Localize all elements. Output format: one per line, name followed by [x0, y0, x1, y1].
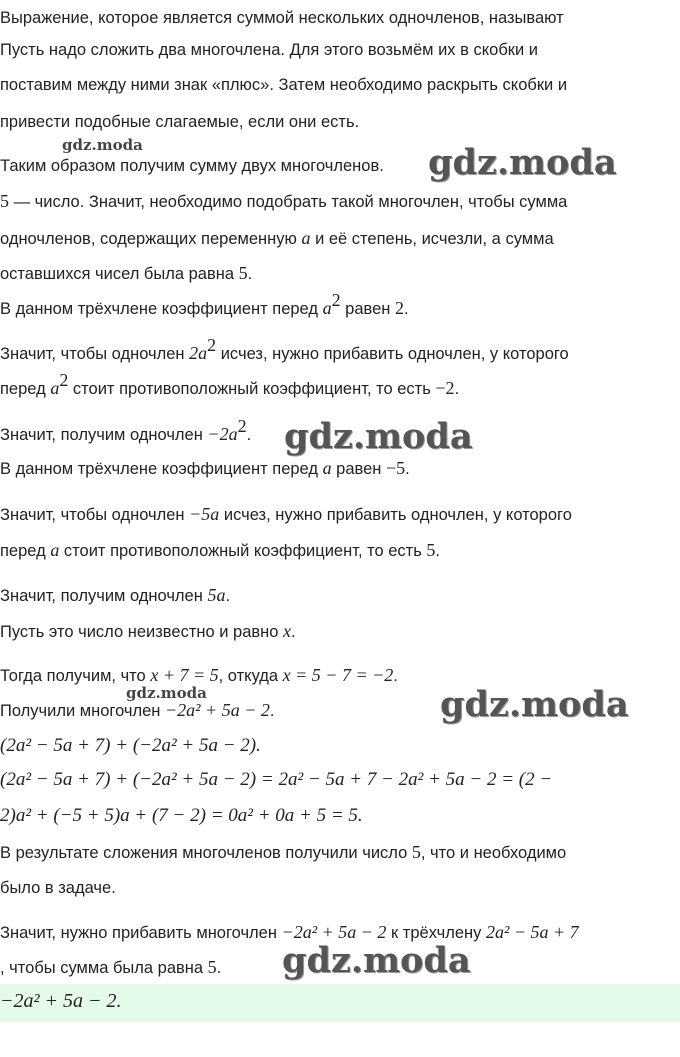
text-line	[0, 370, 460, 400]
text: равен	[340, 300, 395, 318]
watermark-logo: gdz.moda	[428, 142, 617, 183]
text: .	[269, 702, 275, 720]
text-line: Пусть надо сложить два многочлена. Для этого возьмём их в скобки и	[0, 41, 539, 59]
text: .	[403, 300, 409, 318]
text: Значит, чтобы одночлен	[0, 345, 190, 363]
text-line: Таким образом получим сумму двух многочленов.	[0, 157, 384, 175]
text: стоит противоположный коэффициент, то есть	[68, 380, 436, 398]
math-expression: 5a	[207, 585, 226, 605]
text: исчез, нужно прибавить одночлен, у которого	[216, 345, 569, 363]
text: равен	[331, 460, 386, 478]
math-variable: a	[322, 298, 332, 318]
math-expression: (2a² − 5a + 7) + (−2a² + 5a − 2).	[0, 735, 261, 756]
number: 5	[238, 263, 248, 283]
text: Значит, нужно прибавить многочлен	[0, 924, 282, 942]
text-line	[0, 841, 566, 864]
text-line: привести подобные слагаемые, если они есть.	[0, 113, 360, 131]
number: 5	[207, 957, 217, 977]
text: стоит противоположный коэффициент, то есть	[59, 542, 427, 560]
text-line	[0, 620, 296, 643]
text: перед	[0, 542, 51, 560]
number: −5	[385, 458, 406, 478]
answer-text: −2a² + 5a − 2.	[0, 990, 122, 1012]
math-expression: (2a² − 5a + 7) + (−2a² + 5a − 2) = 2a² − 5a + 7 − 2a² + 5a − 2 = (2 −	[0, 769, 553, 790]
math-expression: −2a² + 5a − 2	[165, 700, 270, 720]
math-line	[0, 805, 363, 827]
text: В данном трёхчлене коэффициент перед	[0, 460, 323, 478]
text: и её степень, исчезли, а сумма	[310, 230, 554, 248]
text: В результате сложения многочленов получили число	[0, 844, 412, 862]
math-variable: x	[283, 621, 292, 641]
text-line	[0, 262, 252, 285]
text: , откуда	[218, 667, 283, 685]
text: исчез, нужно прибавить одночлен, у которого	[219, 506, 572, 524]
math-line	[0, 769, 552, 791]
watermark-logo: gdz.moda	[62, 136, 143, 154]
math-variable: a	[50, 378, 60, 398]
text-line	[0, 584, 230, 607]
math-expression: −2a	[207, 424, 238, 444]
text: .	[216, 959, 222, 977]
math-expression: x = 5 − 7 = −2	[282, 665, 394, 685]
text: , чтобы сумма была равна	[0, 959, 208, 977]
number: −2	[435, 378, 455, 398]
number: 2	[394, 298, 404, 318]
text: .	[454, 380, 460, 398]
math-expression: 2)a² + (−5 + 5)a + (7 − 2) = 0a² + 0a + 5 = 5.	[0, 805, 363, 826]
text-line: Выражение, которое является суммой нескольких одночленов, называют	[0, 9, 564, 27]
text-line	[0, 416, 252, 446]
text: Значит, получим одночлен	[0, 426, 208, 444]
math-line	[0, 735, 261, 757]
number: 5	[426, 540, 436, 560]
text-line	[0, 699, 274, 722]
math-expression: 2a² − 5a + 7	[485, 922, 579, 942]
text-line	[0, 539, 440, 562]
text: Значит, чтобы одночлен	[0, 506, 190, 524]
text-line	[0, 457, 410, 480]
exponent: 2	[331, 290, 341, 310]
text-line: было в задаче.	[0, 879, 116, 897]
watermark-logo: gdz.moda	[126, 684, 207, 702]
text-line	[0, 227, 554, 250]
exponent: 2	[207, 335, 217, 355]
text: одночленов, содержащих переменную	[0, 230, 302, 248]
watermark-logo: gdz.moda	[284, 416, 473, 457]
math-variable: a	[50, 540, 60, 560]
number: 5	[411, 842, 421, 862]
watermark-logo: gdz.moda	[440, 684, 629, 725]
text: оставшихся чисел была равна	[0, 265, 239, 283]
text-line: поставим между ними знак «плюс». Затем необходимо раскрыть скобки и	[0, 76, 568, 94]
text: .	[246, 426, 252, 444]
math-expression: −2a² + 5a − 2	[281, 922, 387, 942]
text: В данном трёхчлене коэффициент перед	[0, 300, 323, 318]
number: 5	[0, 191, 9, 211]
exponent: 2	[59, 370, 69, 390]
watermark-logo: gdz.moda	[282, 940, 471, 981]
math-expression: −5a	[189, 504, 220, 524]
text: .	[291, 623, 296, 641]
text: , что и необходимо	[420, 844, 567, 862]
text: Значит, получим одночлен	[0, 587, 208, 605]
text: .	[435, 542, 440, 560]
text: .	[393, 667, 398, 685]
text-line	[0, 956, 221, 979]
text: — число. Значит, необходимо подобрать такой многочлен, чтобы сумма	[9, 193, 568, 211]
text-line	[0, 335, 569, 365]
text: перед	[0, 380, 51, 398]
answer-box	[0, 984, 680, 1022]
math-expression: x + 7 = 5	[150, 665, 219, 685]
text-line	[0, 503, 572, 526]
text: Получили многочлен	[0, 702, 165, 720]
math-expression: 2a	[189, 343, 208, 363]
exponent: 2	[237, 416, 247, 436]
text-line	[0, 190, 567, 213]
text: к трёхчлену	[386, 924, 486, 942]
text-line	[0, 290, 409, 320]
math-variable: a	[322, 458, 332, 478]
text: .	[247, 265, 253, 283]
text: Пусть это число неизвестно и равно	[0, 623, 284, 641]
math-variable: a	[301, 228, 311, 248]
text: .	[225, 587, 231, 605]
text: .	[405, 460, 410, 478]
answer-expression	[0, 990, 121, 1013]
text: Тогда получим, что	[0, 667, 151, 685]
